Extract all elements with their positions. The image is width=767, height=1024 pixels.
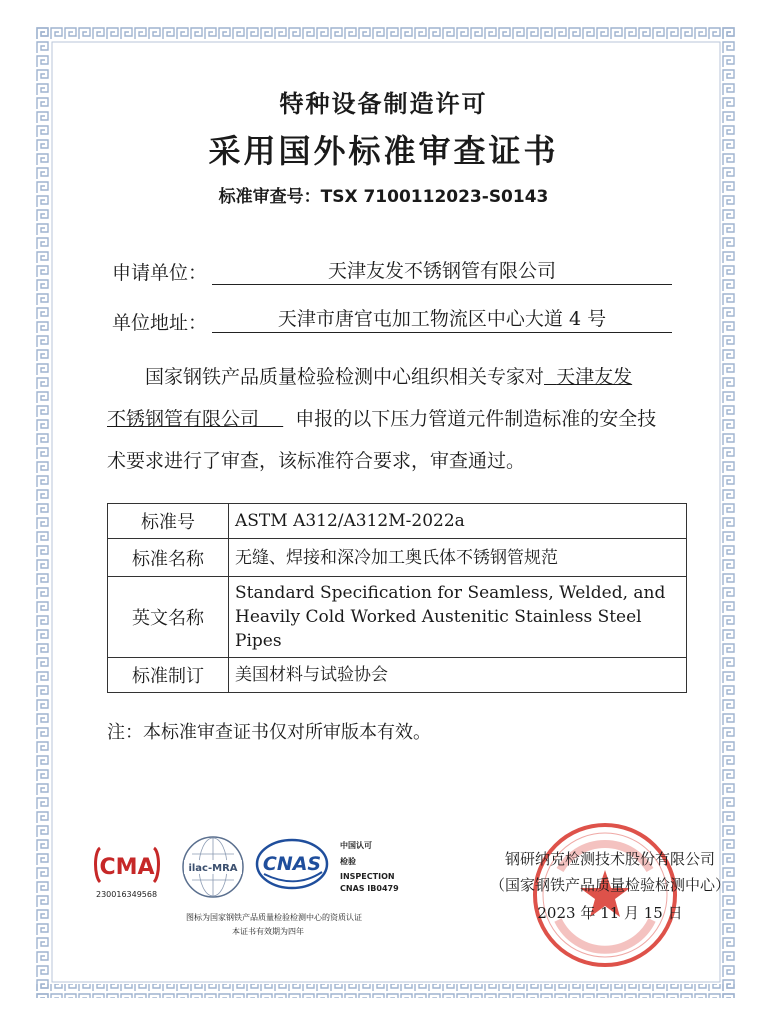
- table-row: [108, 504, 687, 539]
- table-value: 美国材料与试验协会: [229, 658, 687, 693]
- title-line-2: 采用国外标准审查证书: [208, 132, 559, 170]
- certificate-number: 标准审查号：TSX 7100112023-S0143: [218, 187, 549, 207]
- official-seal-icon: [530, 820, 680, 970]
- statement-company-a: 天津友发: [556, 366, 633, 388]
- logo-caption-1: 图标为国家钢铁产品质量检验检测中心的资质认证: [186, 913, 362, 922]
- address-value: 天津市唐官屯加工物流区中心大道 4 号: [277, 308, 607, 330]
- svg-text:CNAS: CNAS: [262, 853, 322, 875]
- table-key: 标准名称: [108, 539, 229, 577]
- cma-number: 230016349568: [96, 890, 158, 899]
- table-value: [229, 577, 687, 658]
- statement-company-b: 不锈钢管有限公司: [107, 408, 260, 430]
- table-value: 无缝、焊接和深冷加工奥氏体不锈钢管规范: [229, 539, 687, 577]
- statement-part3: 术要求进行了审查，该标准符合要求，审查通过。: [107, 450, 526, 472]
- validity-note: 注：本标准审查证书仅对所审版本有效。: [107, 722, 431, 743]
- applicant-label: 申请单位：: [112, 262, 208, 284]
- cnas-text-2: 检验: [340, 857, 356, 866]
- english-name-line2: Heavily Cold Worked Austenitic Stainless Steel Pipes: [235, 607, 642, 651]
- statement-part1: 国家钢铁产品质量检验检测中心组织相关专家对: [145, 366, 545, 388]
- address-underline: [212, 332, 672, 333]
- applicant-underline: [212, 284, 672, 285]
- table-row: [108, 577, 687, 658]
- table-key: 标准制订: [108, 658, 229, 693]
- ilac-mra-logo-icon: [180, 834, 246, 900]
- issue-date: 2023 年 11 月 15 日: [537, 904, 683, 922]
- title-line-1: 特种设备制造许可: [279, 90, 488, 118]
- statement-part2: 申报的以下压力管道元件制造标准的安全技: [295, 408, 657, 430]
- cnas-text-1: 中国认可: [340, 841, 372, 850]
- table-row: [108, 539, 687, 577]
- logo-caption-2: 本证书有效期为四年: [232, 927, 304, 936]
- table-key: 英文名称: [108, 577, 229, 658]
- issuer-name: 钢研纳克检测技术股份有限公司: [504, 850, 715, 868]
- standard-table: [107, 503, 687, 693]
- cnas-text-4: CNAS IB0479: [340, 884, 399, 893]
- cnas-text-3: INSPECTION: [340, 872, 395, 881]
- english-name-line1: Standard Specification for Seamless, Welded, and: [235, 583, 666, 603]
- issuer-center: （国家钢铁产品质量检验检测中心）: [490, 876, 731, 894]
- table-row: [108, 658, 687, 693]
- statement-paragraph: [107, 356, 679, 482]
- cma-logo-icon: [92, 842, 162, 888]
- table-key: 标准号: [108, 504, 229, 539]
- table-value: ASTM A312/A312M-2022a: [229, 504, 687, 539]
- cnas-logo-icon: [254, 836, 330, 892]
- svg-text:CMA: CMA: [99, 855, 155, 880]
- applicant-value: 天津友发不锈钢管有限公司: [327, 260, 556, 282]
- svg-text:ilac-MRA: ilac-MRA: [188, 863, 238, 874]
- address-label: 单位地址：: [112, 312, 208, 334]
